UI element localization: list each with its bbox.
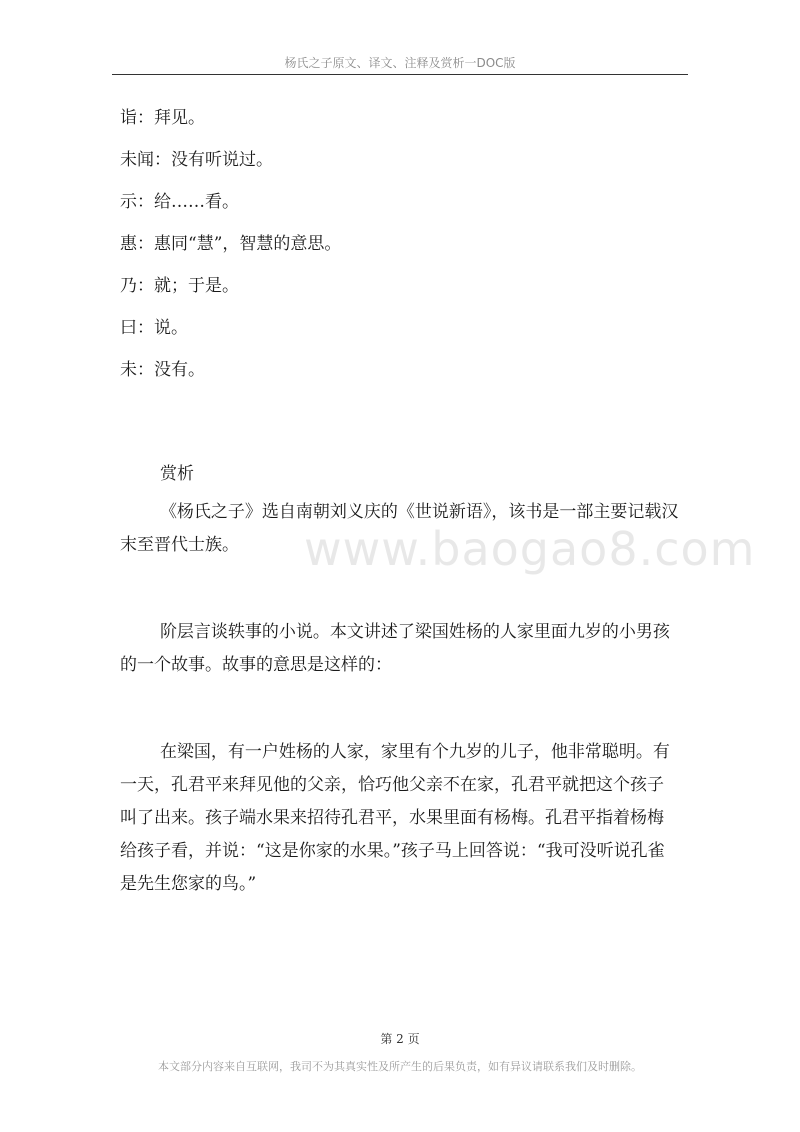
header-divider: [112, 74, 688, 75]
paragraph: 在梁国，有一户姓杨的人家，家里有个九岁的儿子，他非常聪明。有一天，孔君平来拜见他的父亲，恰巧他父亲不在家，孔君平就把这个孩子叫了出来。孩子端水果来招待孔君平，水果里面有杨梅。孔君平指着杨梅给孩子看，并说：“这是你家的水果。”孩子马上回答说：“我可没听说孔雀是先生您家的鸟。”: [120, 742, 670, 894]
section-title: 赏析: [160, 464, 194, 484]
paragraph: 《杨氏之子》选自南朝刘义庆的《世说新语》，该书是一部主要记载汉末至晋代士族。: [120, 502, 679, 555]
paragraph: 阶层言谈轶事的小说。本文讲述了梁国姓杨的人家里面九岁的小男孩的一个故事。故事的意思是这样的：: [120, 622, 670, 675]
gloss-line: 曰：说。: [120, 318, 188, 338]
gloss-line: 示：给……看。: [120, 192, 239, 212]
gloss-line: 未：没有。: [120, 360, 205, 380]
footer-disclaimer: 本文部分内容来自互联网，我司不为其真实性及所产生的后果负责，如有异议请联系我们及时删除。: [158, 1060, 642, 1073]
gloss-line: 未闻：没有听说过。: [120, 150, 273, 170]
gloss-line: 诣：拜见。: [120, 108, 205, 128]
page-header-title: 杨氏之子原文、译文、注释及赏析一DOC版: [284, 56, 516, 70]
watermark-text: www.baogao8.com: [304, 522, 756, 576]
gloss-line: 惠：惠同“慧”，智慧的意思。: [120, 234, 342, 254]
page-number: 第 2 页: [380, 1032, 420, 1046]
gloss-line: 乃：就；于是。: [120, 276, 239, 296]
